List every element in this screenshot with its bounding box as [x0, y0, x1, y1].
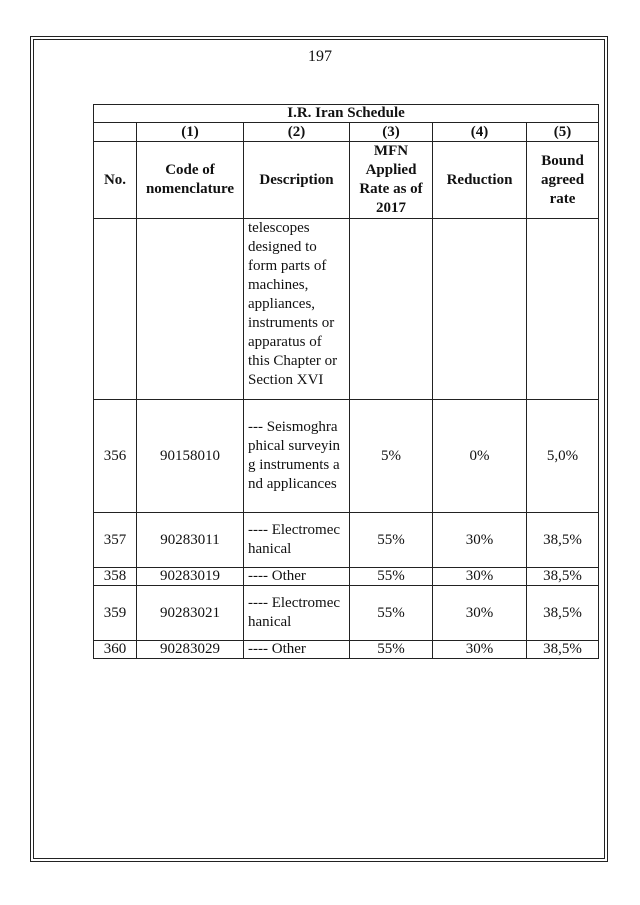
cell-mfn: 55% — [350, 641, 433, 659]
cell-no: 360 — [94, 641, 137, 659]
cell-code: 90283029 — [137, 641, 244, 659]
cell-mfn: 55% — [350, 568, 433, 586]
cell-description: --- Seismoghraphical surveying instruments and applicances — [244, 400, 350, 513]
header-mfn-rate: MFN Applied Rate as of 2017 — [350, 142, 433, 219]
cell-description: ---- Electromechanical — [244, 586, 350, 641]
cell-reduction: 30% — [433, 513, 527, 568]
cell-bound: 38,5% — [527, 641, 599, 659]
table-row — [94, 641, 599, 659]
column-number: (3) — [350, 123, 433, 142]
cell-bound — [527, 219, 599, 400]
cell-bound: 38,5% — [527, 586, 599, 641]
table-row — [94, 586, 599, 641]
cell-no: 358 — [94, 568, 137, 586]
cell-mfn: 55% — [350, 586, 433, 641]
cell-mfn: 5% — [350, 400, 433, 513]
table-row — [94, 219, 599, 400]
column-number — [94, 123, 137, 142]
cell-description: ---- Other — [244, 568, 350, 586]
cell-code — [137, 219, 244, 400]
header-bound-rate: Bound agreed rate — [527, 142, 599, 219]
cell-reduction: 30% — [433, 568, 527, 586]
cell-no: 357 — [94, 513, 137, 568]
cell-bound: 5,0% — [527, 400, 599, 513]
cell-description: ---- Other — [244, 641, 350, 659]
cell-mfn: 55% — [350, 513, 433, 568]
page-number: 197 — [308, 48, 332, 65]
cell-no — [94, 219, 137, 400]
table-row — [94, 513, 599, 568]
column-number: (5) — [527, 123, 599, 142]
column-number: (1) — [137, 123, 244, 142]
cell-code: 90283021 — [137, 586, 244, 641]
table-row — [94, 568, 599, 586]
cell-reduction — [433, 219, 527, 400]
cell-description: ---- Electromechanical — [244, 513, 350, 568]
table-row — [94, 400, 599, 513]
header-no: No. — [94, 142, 137, 219]
header-description: Description — [244, 142, 350, 219]
schedule-table — [93, 104, 599, 659]
schedule-title: I.R. Iran Schedule — [94, 105, 599, 123]
cell-code: 90283011 — [137, 513, 244, 568]
header-row — [94, 142, 599, 219]
cell-bound: 38,5% — [527, 568, 599, 586]
cell-description: telescopes designed to form parts of machines, appliances, instruments or apparatus of this Chapter or Section XVI — [244, 219, 350, 400]
cell-reduction: 30% — [433, 586, 527, 641]
column-number: (4) — [433, 123, 527, 142]
cell-code: 90158010 — [137, 400, 244, 513]
cell-no: 359 — [94, 586, 137, 641]
cell-no: 356 — [94, 400, 137, 513]
header-reduction: Reduction — [433, 142, 527, 219]
column-number: (2) — [244, 123, 350, 142]
cell-mfn — [350, 219, 433, 400]
header-code: Code of nomenclature — [137, 142, 244, 219]
cell-reduction: 30% — [433, 641, 527, 659]
cell-code: 90283019 — [137, 568, 244, 586]
cell-reduction: 0% — [433, 400, 527, 513]
cell-bound: 38,5% — [527, 513, 599, 568]
column-number-row — [94, 123, 599, 142]
